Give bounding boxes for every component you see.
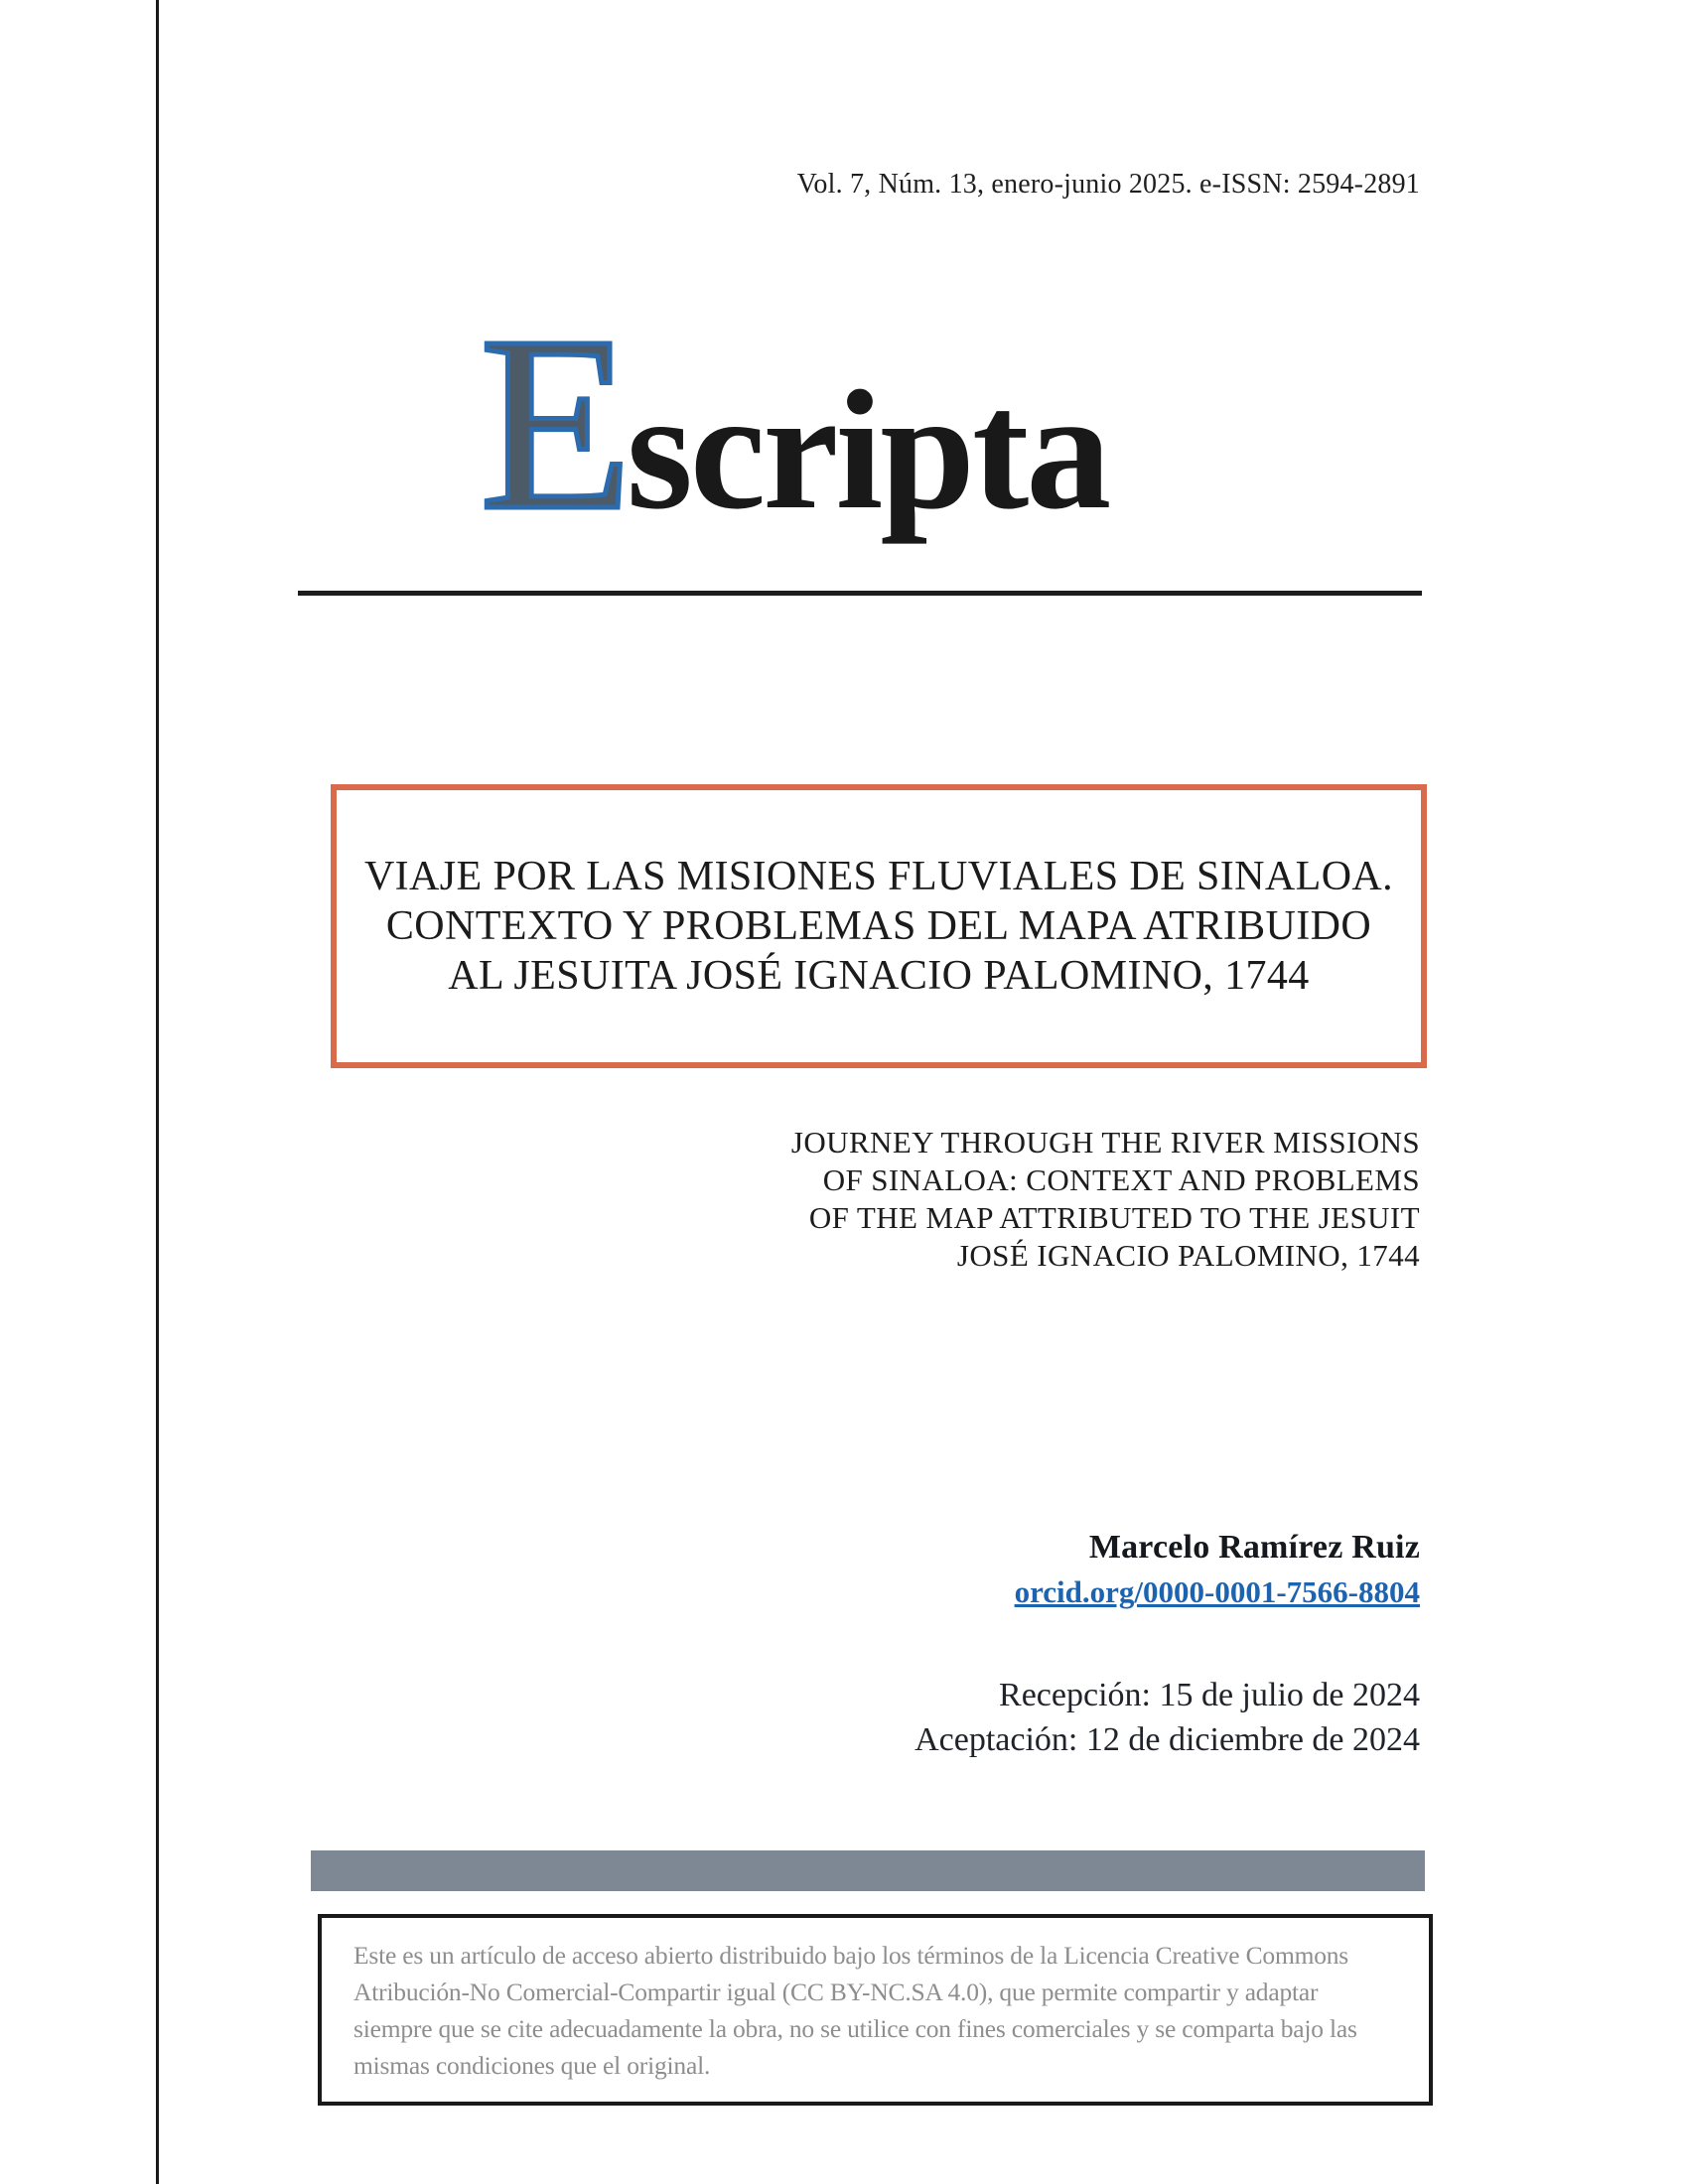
author-name: Marcelo Ramírez Ruiz xyxy=(1088,1529,1420,1566)
reception-date: Recepción: 15 de julio de 2024 xyxy=(999,1677,1420,1713)
logo-divider-rule xyxy=(298,591,1422,596)
submission-dates xyxy=(914,1673,1420,1762)
spanish-title-line: CONTEXTO Y PROBLEMAS DEL MAPA ATRIBUIDO xyxy=(385,903,1372,949)
orcid-link[interactable]: orcid.org/0000-0001-7566-8804 xyxy=(1014,1574,1420,1609)
english-title-line: OF SINALOA: CONTEXT AND PROBLEMS xyxy=(822,1162,1420,1197)
english-title xyxy=(791,1124,1420,1275)
author-block xyxy=(1015,1529,1420,1610)
journal-volume-issn: Vol. 7, Núm. 13, enero-junio 2025. e-ISSN: 2594-2891 xyxy=(796,169,1420,200)
license-text: Este es un artículo de acceso abierto distribuido bajo los términos de la Licencia Creative Commons Atribución-No Comercial-Compartir igual (CC BY-NC.SA 4.0), que permite compartir y adaptar siempre que se cite adecuadamente la obra, no se utilice con fines comerciales y se comparta bajo las mismas condiciones que el original. xyxy=(353,1941,1357,2080)
acceptance-date: Aceptación: 12 de diciembre de 2024 xyxy=(914,1721,1420,1758)
journal-logo xyxy=(480,284,1109,562)
footer-divider-bar xyxy=(311,1850,1425,1891)
left-margin-rule xyxy=(156,0,159,2184)
english-title-line: JOURNEY THROUGH THE RIVER MISSIONS xyxy=(790,1125,1420,1160)
english-title-line: OF THE MAP ATTRIBUTED TO THE JESUIT xyxy=(808,1200,1420,1235)
spanish-title-line: VIAJE POR LAS MISIONES FLUVIALES DE SINALOA. xyxy=(363,854,1394,899)
logo-wordmark: scripta xyxy=(626,356,1109,545)
license-box xyxy=(318,1914,1433,2106)
english-title-line: JOSÉ IGNACIO PALOMINO, 1744 xyxy=(956,1238,1420,1273)
spanish-title-box xyxy=(331,784,1427,1068)
spanish-title-line: AL JESUITA JOSÉ IGNACIO PALOMINO, 1744 xyxy=(448,953,1310,999)
logo-initial-letter: E xyxy=(480,284,627,562)
